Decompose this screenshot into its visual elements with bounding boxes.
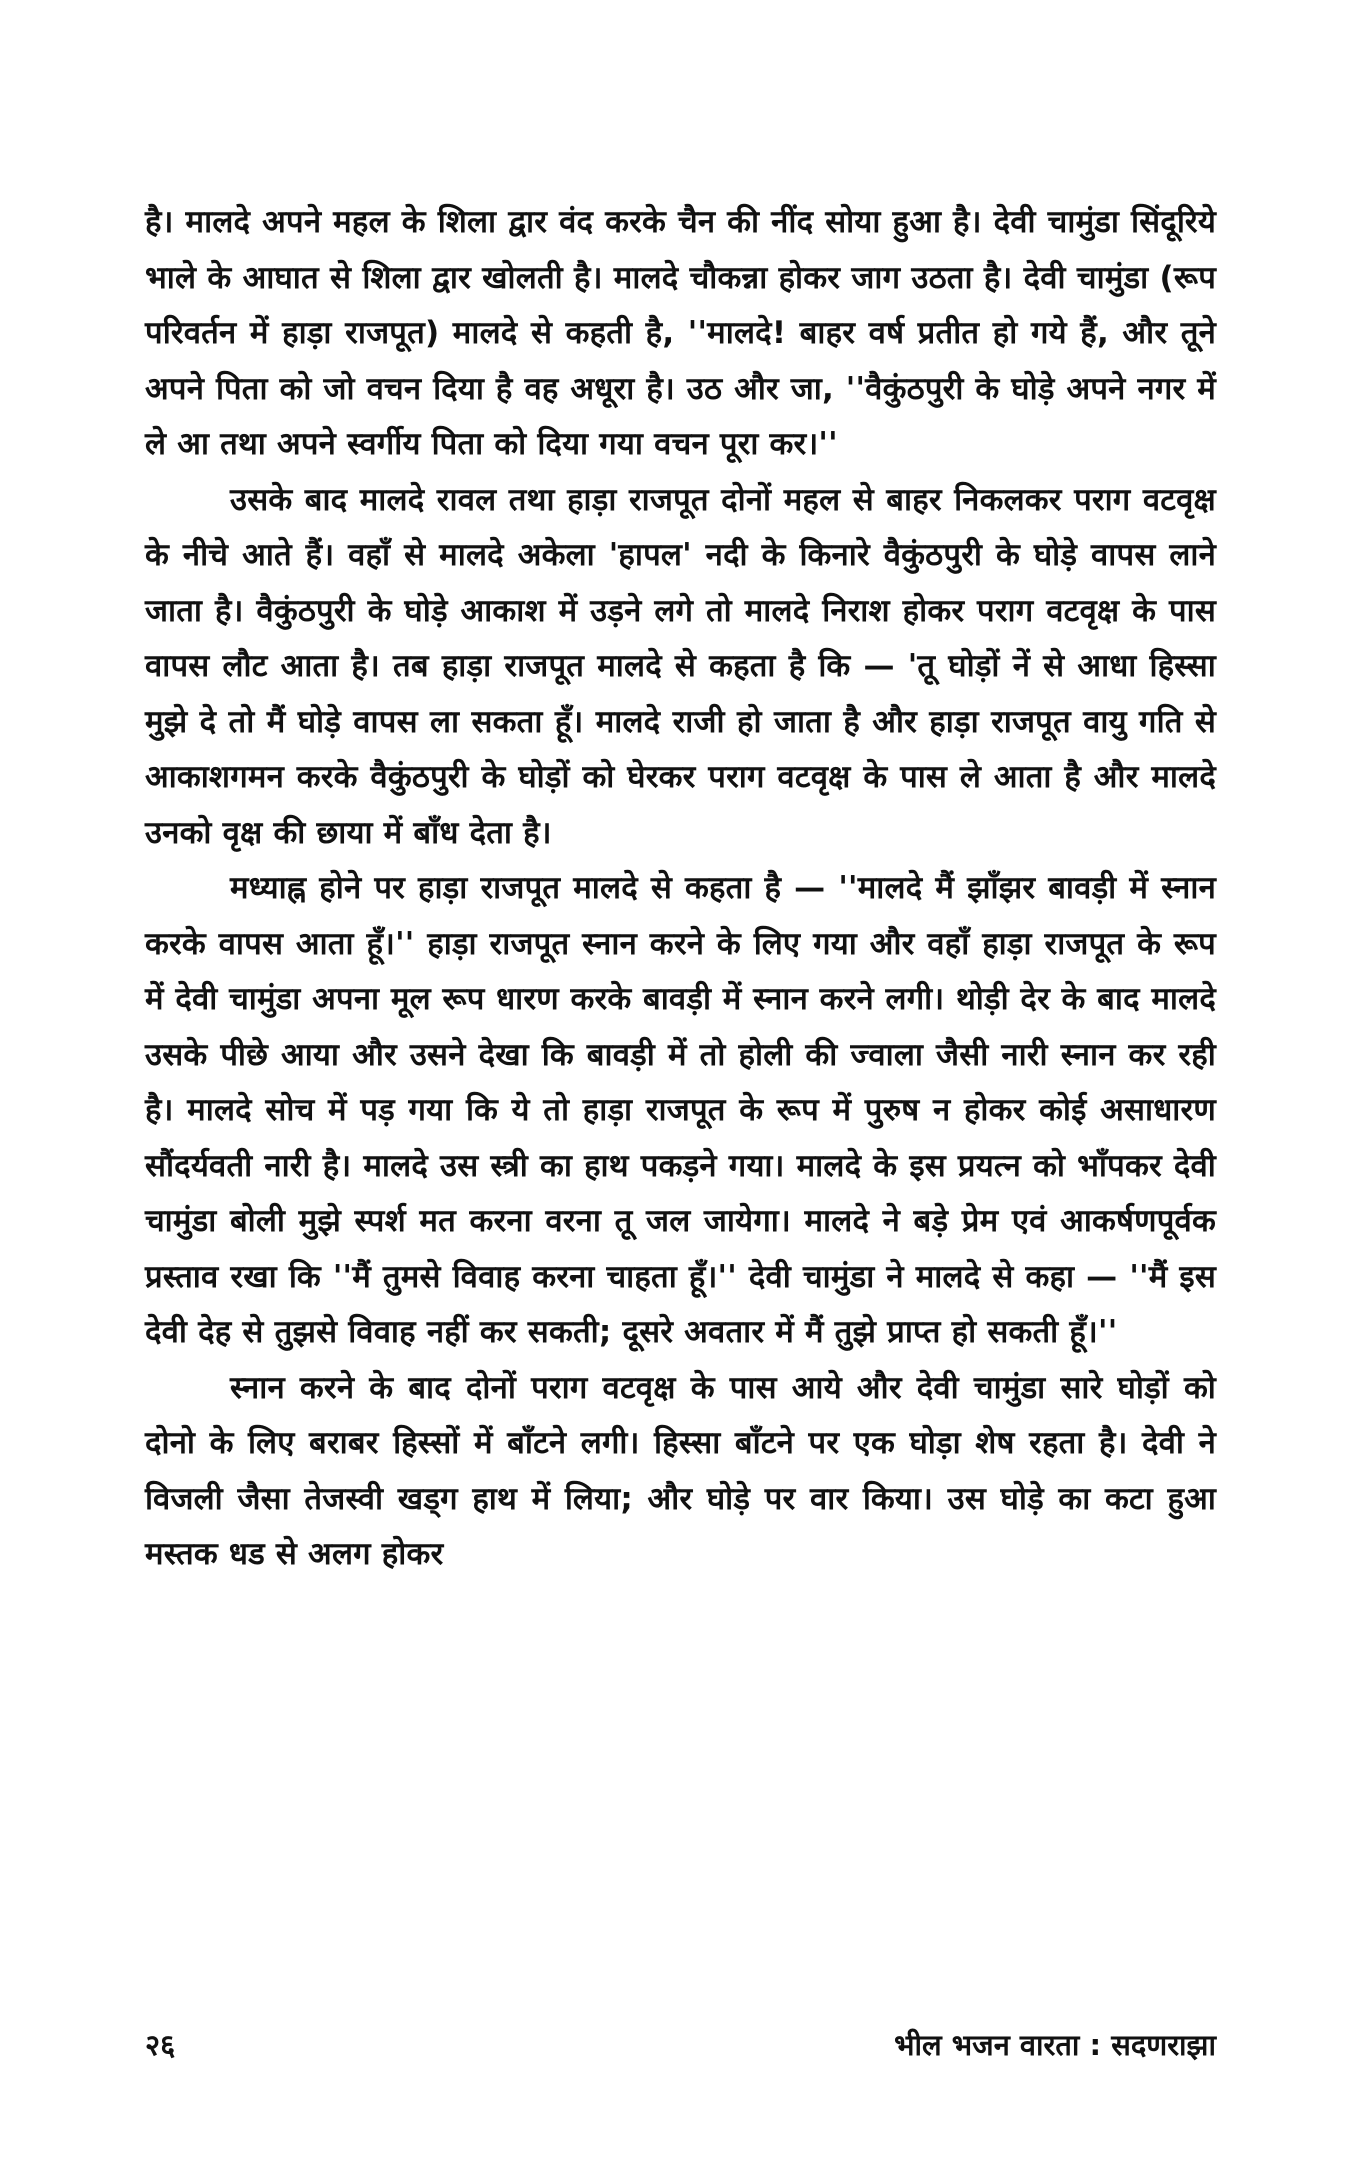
- book-title: भील भजन वारता : सदणराझा: [894, 2028, 1216, 2062]
- body-text: [145, 195, 1216, 1583]
- page-footer: [145, 2025, 1216, 2064]
- paragraph: है। मालदे अपने महल के शिला द्वार वंद करके चैन की नींद सोया हुआ है। देवी चामुंडा सिंदूरिये भाले के आघात से शिला द्वार खोलती है। मालदे चौकन्ना होकर जाग उठता है। देवी चामुंडा (रूप परिवर्तन में हाड़ा राजपूत) मालदे से कहती है, ''मालदे! बाहर वर्ष प्रतीत हो गये हैं, और तूने अपने पिता को जो वचन दिया है वह अधूरा है। उठ और जा, ''वैकुंठपुरी के घोड़े अपने नगर में ले आ तथा अपने स्वर्गीय पिता को दिया गया वचन पूरा कर।'': [145, 204, 1216, 462]
- page-number: २६: [145, 2028, 176, 2062]
- paragraph: स्नान करने के बाद दोनों पराग वटवृक्ष के पास आये और देवी चामुंडा सारे घोड़ों को दोनो के लिए बराबर हिस्सों में बाँटने लगी। हिस्सा बाँटने पर एक घोड़ा शेष रहता है। देवी ने विजली जैसा तेजस्वी खड्ग हाथ में लिया; और घोड़े पर वार किया। उस घोड़े का कटा हुआ मस्तक धड से अलग होकर: [145, 1369, 1216, 1572]
- paragraph: उसके बाद मालदे रावल तथा हाड़ा राजपूत दोनों महल से बाहर निकलकर पराग वटवृक्ष के नीचे आते हैं। वहाँ से मालदे अकेला 'हापल' नदी के किनारे वैकुंठपुरी के घोड़े वापस लाने जाता है। वैकुंठपुरी के घोड़े आकाश में उड़ने लगे तो मालदे निराश होकर पराग वटवृक्ष के पास वापस लौट आता है। तब हाड़ा राजपूत मालदे से कहता है कि — 'तू घोड़ों नें से आधा हिस्सा मुझे दे तो मैं घोड़े वापस ला सकता हूँ। मालदे राजी हो जाता है और हाड़ा राजपूत वायु गति से आकाशगमन करके वैकुंठपुरी के घोड़ों को घेरकर पराग वटवृक्ष के पास ले आता है और मालदे उनको वृक्ष की छाया में बाँध देता है।: [145, 481, 1216, 851]
- paragraph: मध्याह्न होने पर हाड़ा राजपूत मालदे से कहता है — ''मालदे मैं झाँझर बावड़ी में स्नान करके वापस आता हूँ।'' हाड़ा राजपूत स्नान करने के लिए गया और वहाँ हाड़ा राजपूत के रूप में देवी चामुंडा अपना मूल रूप धारण करके बावड़ी में स्नान करने लगी। थोड़ी देर के बाद मालदे उसके पीछे आया और उसने देखा कि बावड़ी में तो होली की ज्वाला जैसी नारी स्नान कर रही है। मालदे सोच में पड़ गया कि ये तो हाड़ा राजपूत के रूप में पुरुष न होकर कोई असाधारण सौंदर्यवती नारी है। मालदे उस स्त्री का हाथ पकड़ने गया। मालदे के इस प्रयत्न को भाँपकर देवी चामुंडा बोली मुझे स्पर्श मत करना वरना तू जल जायेगा। मालदे ने बड़े प्रेम एवं आकर्षणपूर्वक प्रस्ताव रखा कि ''मैं तुमसे विवाह करना चाहता हूँ।'' देवी चामुंडा ने मालदे से कहा — ''मैं इस देवी देह से तुझसे विवाह नहीं कर सकती; दूसरे अवतार में मैं तुझे प्राप्त हो सकती हूँ।'': [145, 870, 1216, 1350]
